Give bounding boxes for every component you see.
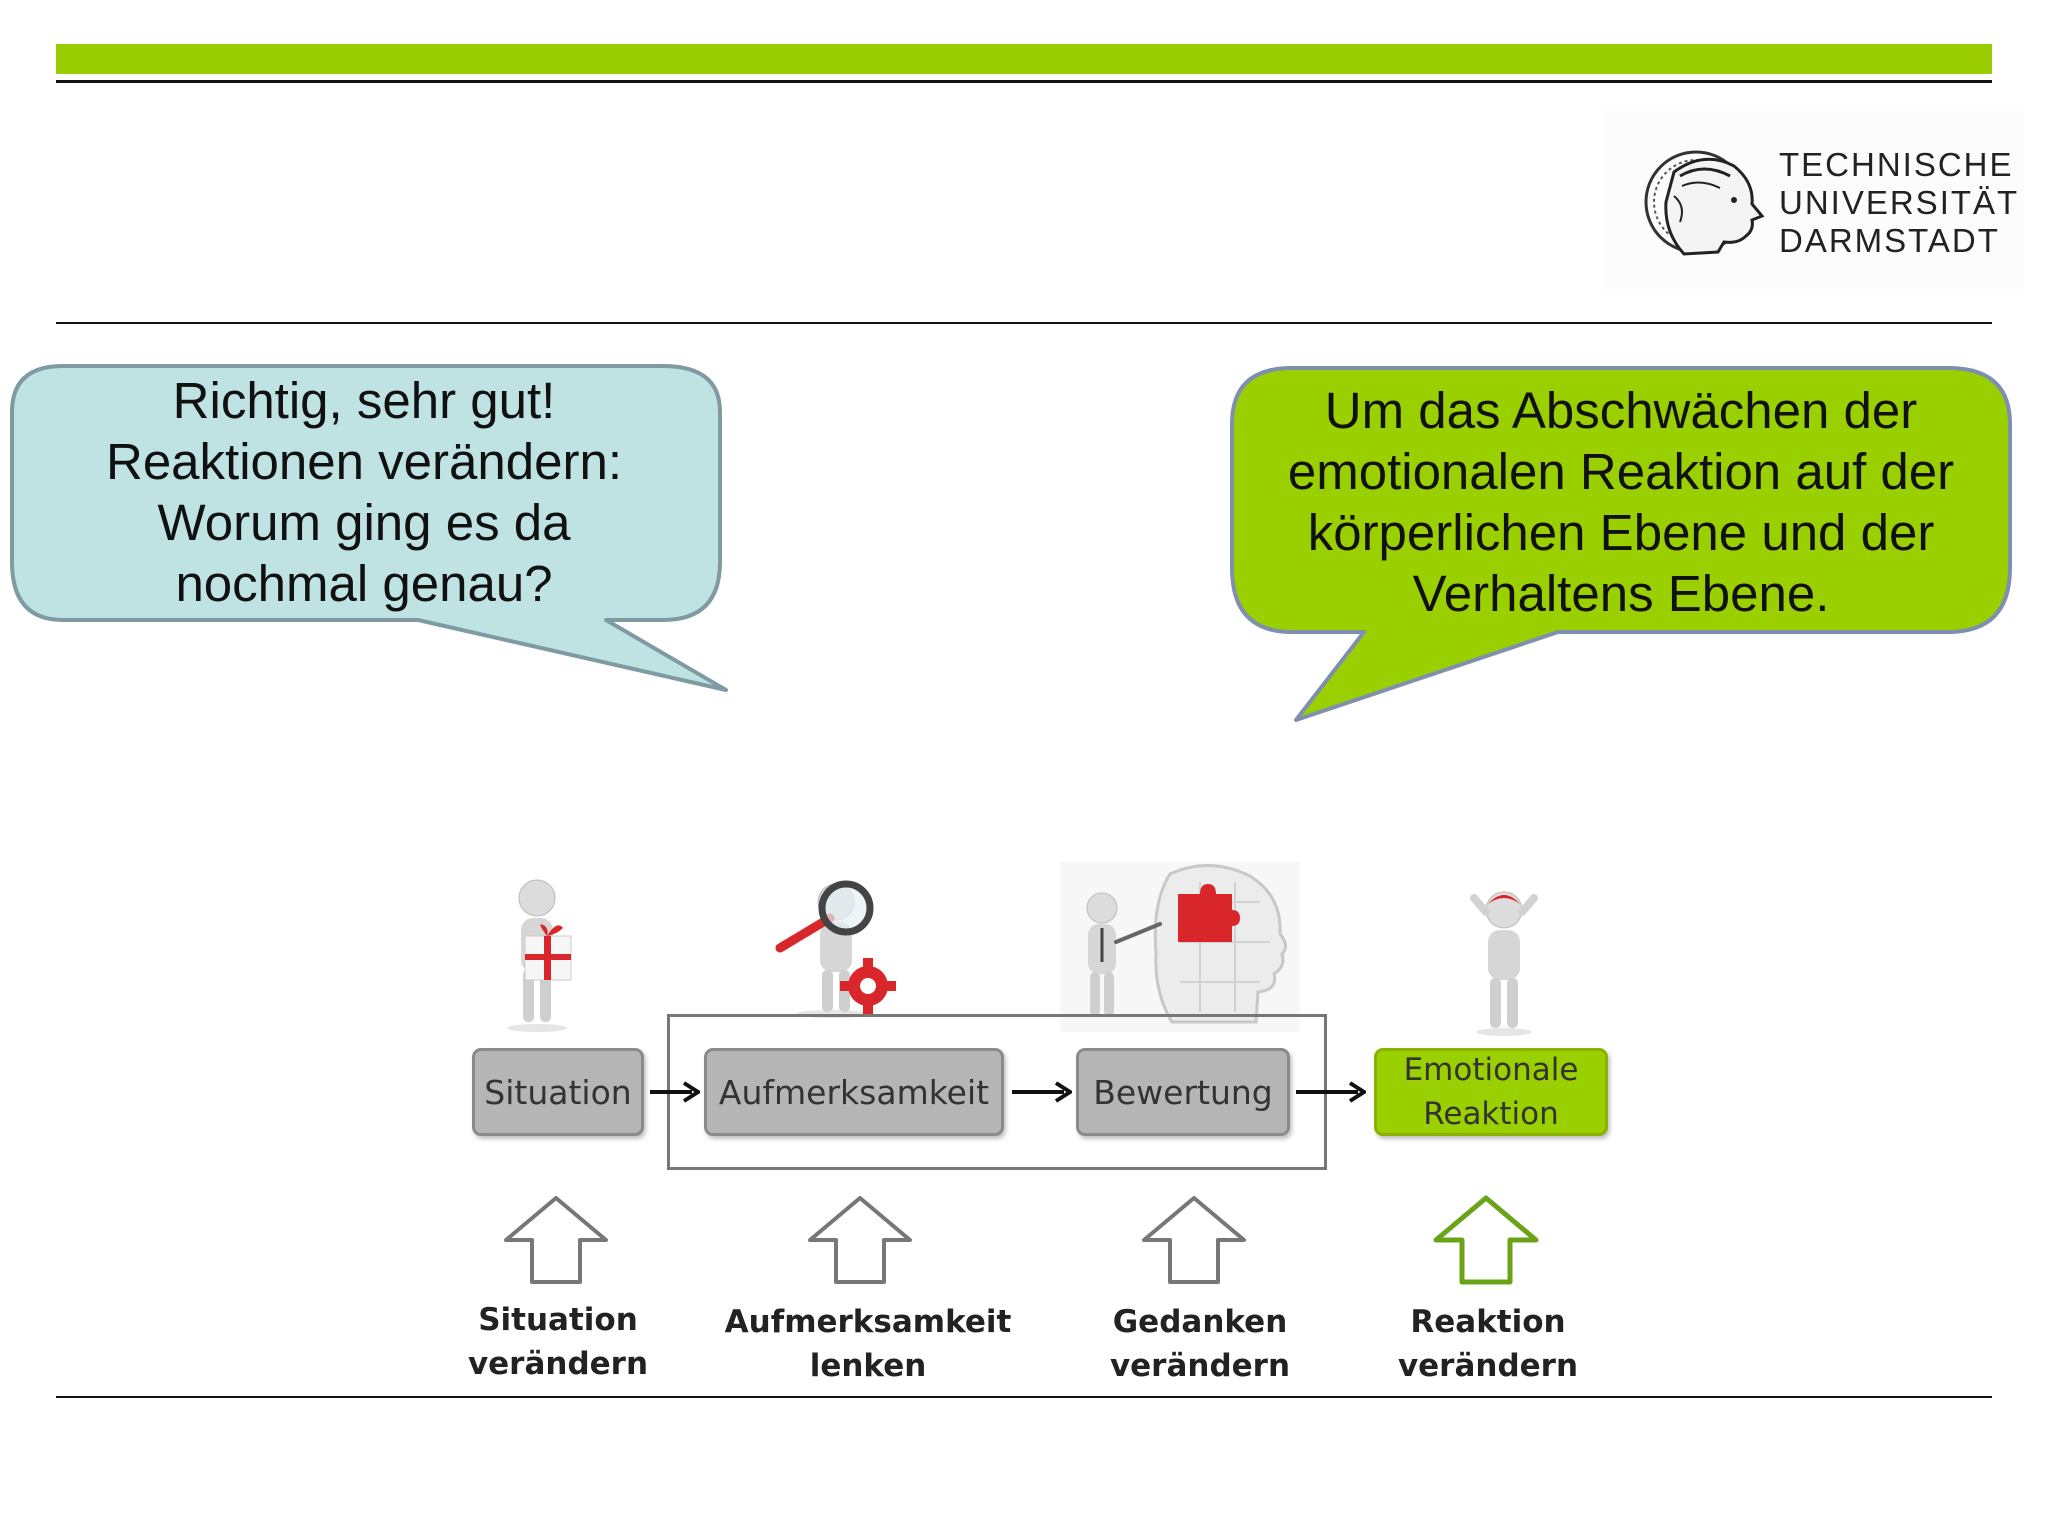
up-arrow-icon: [806, 1194, 914, 1286]
arrow-right-icon: [1296, 1080, 1366, 1104]
university-logo: [1604, 110, 2024, 290]
person-with-puzzle-head-icon: [1060, 862, 1300, 1032]
strategy-gedanken: [1080, 1300, 1320, 1388]
top-divider: [56, 80, 1992, 83]
right-bubble-line-4: Verhaltens Ebene.: [1412, 565, 1830, 622]
strategy-reaktion: [1368, 1300, 1608, 1388]
logo-line-2: UNIVERSITÄT: [1779, 184, 2020, 221]
right-bubble-line-3: körperlichen Ebene und der: [1307, 504, 1935, 561]
strategy-reaktion-line-2: verändern: [1397, 1348, 1579, 1384]
up-arrow-icon: [1140, 1194, 1248, 1286]
speech-bubble-right: [1228, 364, 2014, 728]
logo-line-1: TECHNISCHE: [1779, 146, 2014, 183]
strategy-aufmerksamkeit-line-1: Aufmerksamkeit: [724, 1304, 1012, 1340]
strategy-aufmerksamkeit: [718, 1300, 1018, 1388]
left-bubble-line-1: Richtig, sehr gut!: [172, 372, 556, 429]
left-bubble-line-3: Worum ging es da: [157, 494, 571, 551]
footer-divider: [56, 1396, 1992, 1398]
speech-bubble-left-text: [8, 370, 720, 614]
left-bubble-line-2: Reaktionen verändern:: [105, 433, 622, 490]
right-bubble-line-2: emotionalen Reaktion auf der: [1287, 443, 1955, 500]
person-with-gift-icon: [495, 872, 595, 1032]
arrow-right-icon: [1012, 1080, 1072, 1104]
up-arrow-highlight-icon: [1432, 1194, 1540, 1286]
logo-line-3: DARMSTADT: [1779, 222, 2000, 259]
speech-bubble-right-text: [1228, 380, 2014, 624]
strategy-reaktion-line-1: Reaktion: [1410, 1304, 1566, 1340]
step-situation-label: Situation: [484, 1072, 632, 1112]
right-bubble-line-1: Um das Abschwächen der: [1324, 382, 1918, 439]
step-emotionale-reaktion: [1374, 1048, 1608, 1136]
strategy-situation-line-1: Situation: [478, 1302, 638, 1338]
strategy-situation-line-2: verändern: [467, 1346, 649, 1382]
speech-bubble-left: [8, 362, 730, 698]
step-emotionale-reaktion-line-2: Reaktion: [1423, 1096, 1559, 1132]
header-divider: [56, 322, 1992, 324]
strategy-gedanken-line-2: verändern: [1109, 1348, 1291, 1384]
step-emotionale-reaktion-line-1: Emotionale: [1403, 1052, 1579, 1088]
stressed-person-icon: [1460, 886, 1550, 1036]
top-accent-bar: [56, 44, 1992, 74]
person-with-magnifier-icon: [772, 878, 912, 1018]
left-bubble-line-4: nochmal genau?: [175, 555, 553, 612]
strategy-gedanken-line-1: Gedanken: [1112, 1304, 1288, 1340]
up-arrow-icon: [502, 1194, 610, 1286]
step-bewertung-label: Bewertung: [1093, 1072, 1273, 1112]
step-bewertung: [1076, 1048, 1290, 1136]
step-aufmerksamkeit-label: Aufmerksamkeit: [718, 1072, 990, 1112]
strategy-aufmerksamkeit-line-2: lenken: [809, 1348, 927, 1384]
step-aufmerksamkeit: [704, 1048, 1004, 1136]
strategy-situation: [438, 1298, 678, 1386]
arrow-right-icon: [650, 1080, 700, 1104]
step-situation: [472, 1048, 644, 1136]
